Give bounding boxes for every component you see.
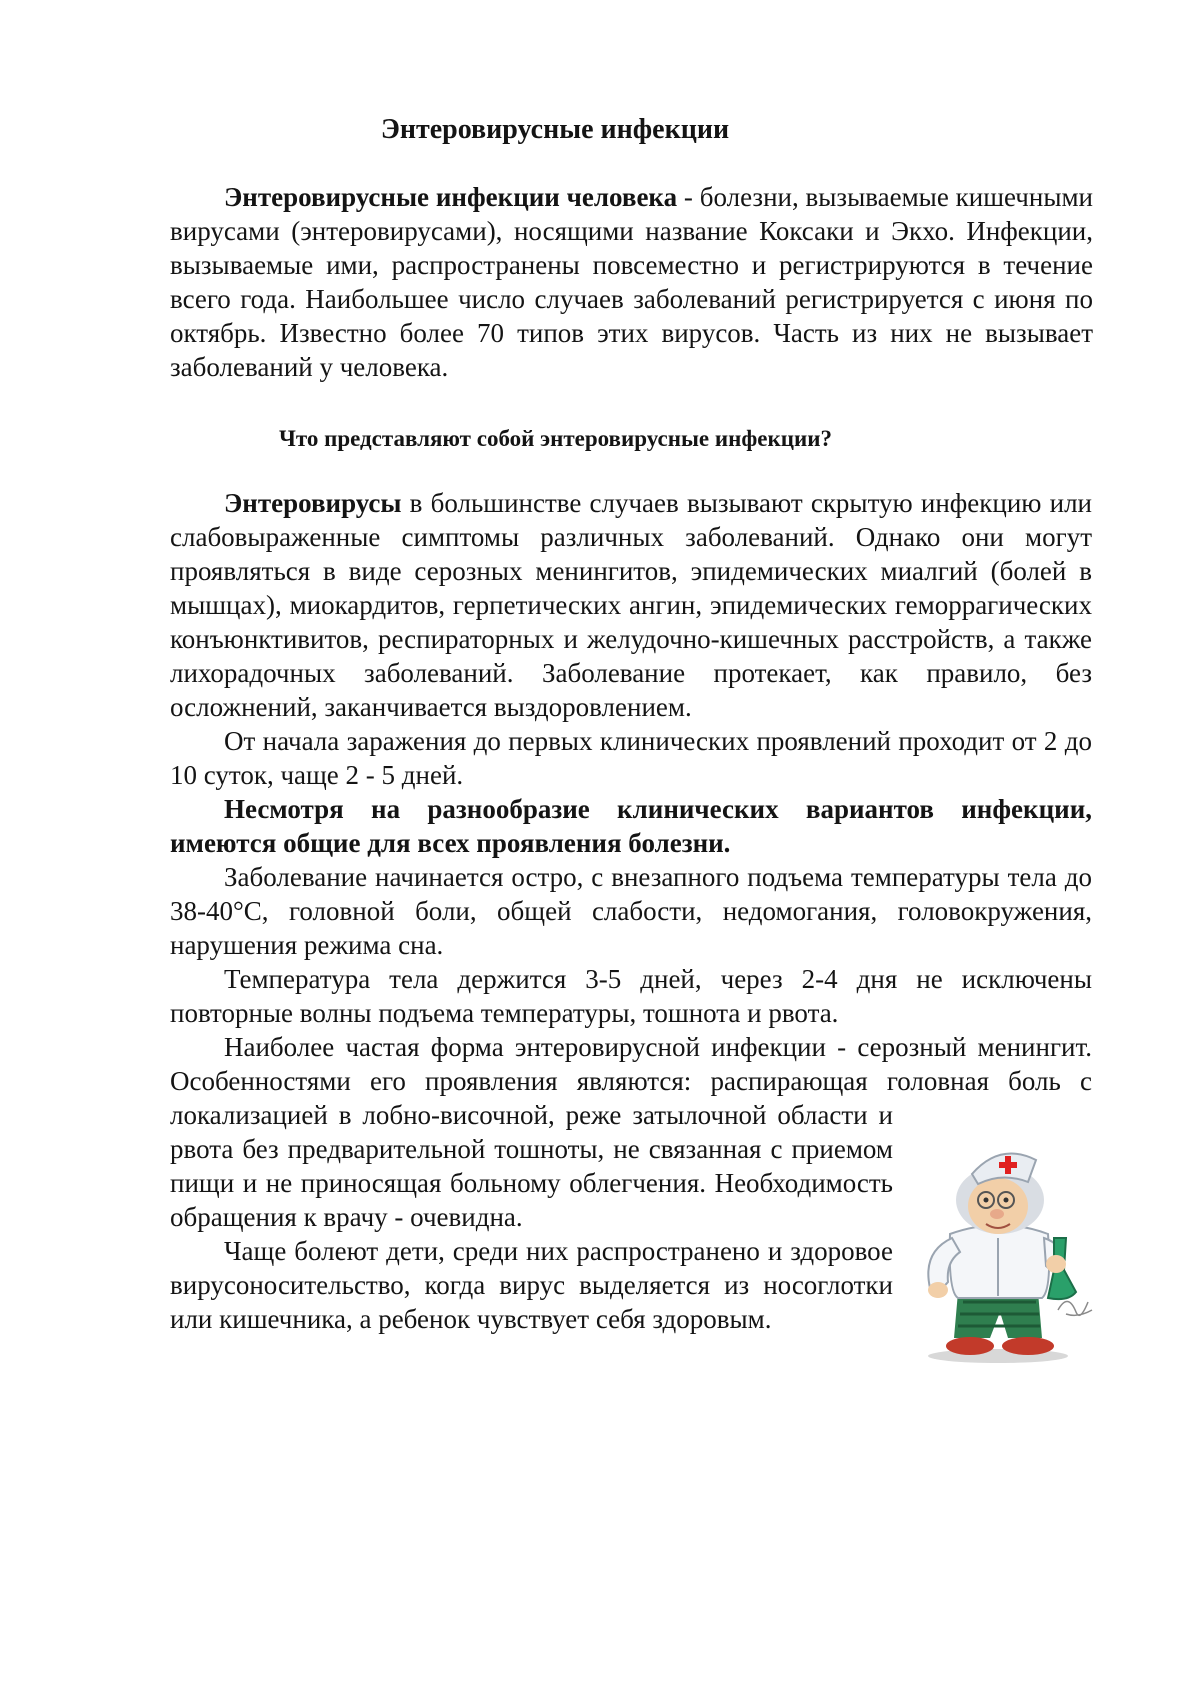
paragraph-1-text: в большинстве случаев вызывают скрытую инфекцию или слабовыраженные симптомы различных заболеваний. Однако они могут проявляться в виде серозных менингитов, эпидемических миалгий (болей в мышцах), миокардитов, герпетических ангин, эпидемических геморрагических конъюнктивитов, респираторных и желудочно-кишечных расстройств, а также лихорадочных заболеваний. Заболевание протекает, как правило, без осложнений, заканчивается выздоровлением. xyxy=(170,488,1092,722)
cartoon-doctor-svg xyxy=(908,1142,1098,1368)
left-hand xyxy=(928,1282,948,1298)
paragraph-2: От начала заражения до первых клинических проявлений проходит от 2 до 10 суток, чаще 2 - 5 дней. xyxy=(170,726,1092,790)
float-spacer xyxy=(1092,486,1093,1110)
nose-shape xyxy=(990,1209,1004,1219)
paragraph-6: Наиболее частая форма энтеровирусной инфекции - серозный менингит. Особенностями его проявления являются: распирающая головная боль с локализацией в лобно-височной, реже затылочной области и рвота без предварительной тошноты, не связанная с приемом пищи и не приносящая больному облегчения. Необходимость обращения к врачу - очевидна. xyxy=(170,1032,1092,1232)
right-shoe xyxy=(1002,1337,1054,1355)
paragraph-5: Температура тела держится 3-5 дней, через 2-4 дня не исключены повторные волны подъема температуры, тошнота и рвота. xyxy=(170,964,1092,1028)
paragraph-4: Заболевание начинается остро, с внезапного подъема температуры тела до 38-40°С, головной боли, общей слабости, недомогания, головокружения, нарушения режима сна. xyxy=(170,862,1092,960)
section-heading: Что представляют собой энтеровирусные инфекции? xyxy=(278,426,833,451)
right-hand xyxy=(1046,1255,1066,1273)
coat-shape xyxy=(950,1225,1049,1298)
face-shape xyxy=(968,1178,1028,1234)
eye-right xyxy=(1004,1198,1009,1203)
paragraph-1-lead: Энтеровирусы xyxy=(224,488,402,518)
intro-lead: Энтеровирусные инфекции человека xyxy=(224,182,678,212)
signature-scribble xyxy=(1058,1301,1092,1315)
paragraph-7: Чаще болеют дети, среди них распространено и здоровое вирусоносительство, когда вирус выделяется из носоглотки или кишечника, а ребенок чувствует себя здоровым. xyxy=(170,1236,893,1334)
document-title: Энтеровирусные инфекции xyxy=(380,114,730,145)
eye-left xyxy=(984,1198,989,1203)
paragraph-1 xyxy=(170,486,1093,724)
cartoon-doctor-icon xyxy=(908,1142,1098,1368)
left-shoe xyxy=(946,1337,994,1355)
intro-paragraph xyxy=(170,180,1093,384)
intro-text: - болезни, вызываемые кишечными вирусами (энтеровирусами), носящими название Коксаки и Экхо. Инфекции, вызываемые ими, распространены повсеместно и регистрируются в течение всего года. Наибольшее число случаев заболеваний регистрируется с июня по октябрь. Известно более 70 типов этих вирусов. Часть из них не вызывает заболеваний у человека. xyxy=(170,182,1093,382)
paragraph-3-bold: Несмотря на разнообразие клинических вариантов инфекции, имеются общие для всех проявления болезни. xyxy=(170,794,1092,858)
intro-block xyxy=(170,180,1093,384)
